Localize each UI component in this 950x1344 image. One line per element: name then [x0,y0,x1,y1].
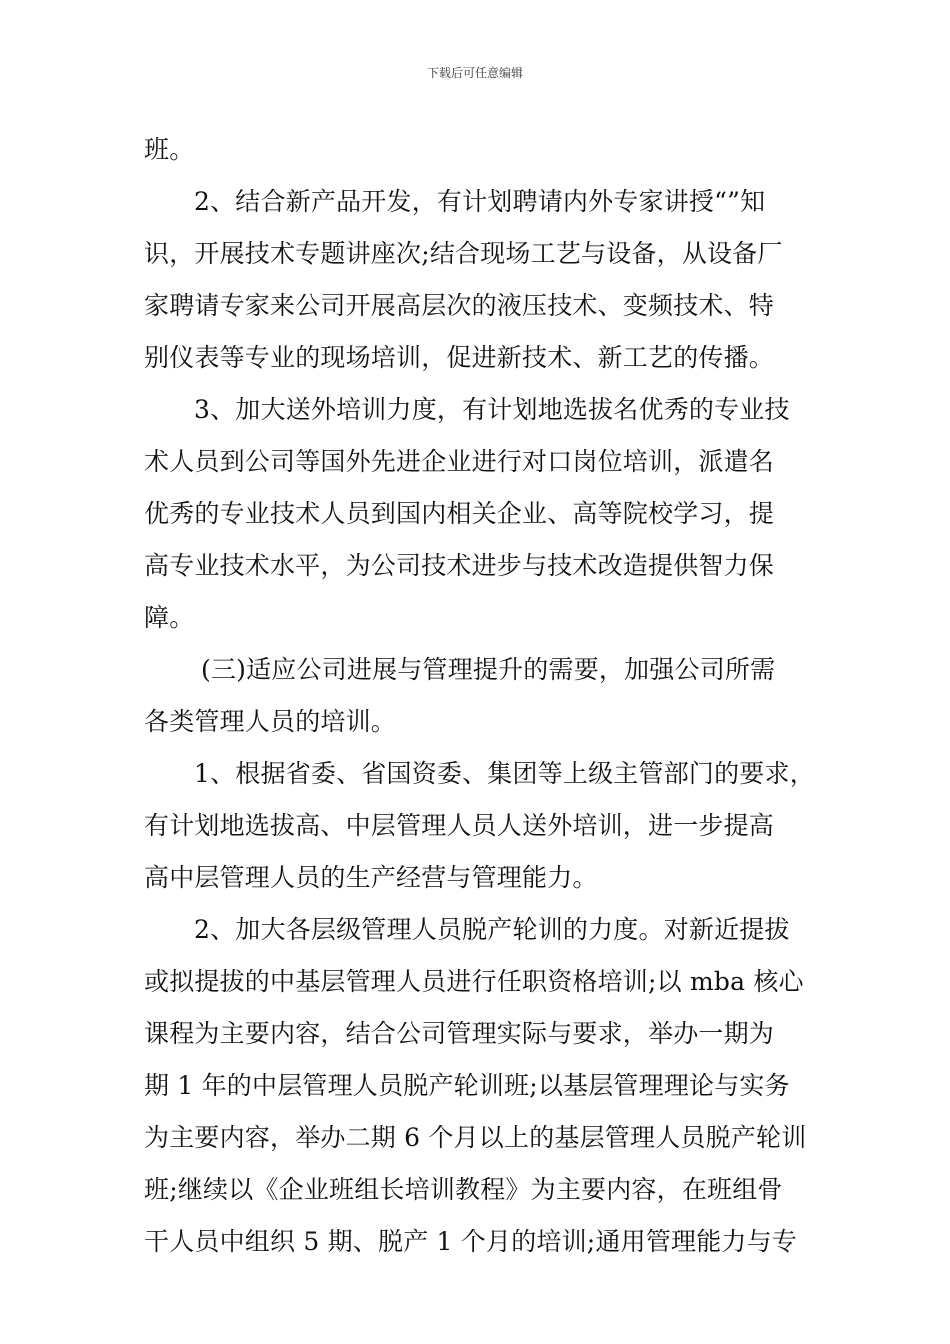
text-line: 期 1 年的中层管理人员脱产轮训班;以基层管理理论与实务 [144,1071,790,1100]
paragraph-start: 2、结合新产品开发，有计划聘请内外专家讲授“”知 [194,187,766,216]
page-header: 下载后可任意编辑 [426,66,523,80]
text-line: 高中层管理人员的生产经营与管理能力。 [144,863,598,892]
text-line: 优秀的专业技术人员到国内相关企业、高等院校学习，提 [144,499,775,528]
text-line: 别仪表等专业的现场培训，促进新技术、新工艺的传播。 [144,343,775,372]
text-line: 为主要内容，举办二期 6 个月以上的基层管理人员脱产轮训 [144,1123,807,1152]
document-body [144,124,815,1268]
text-line: 障。 [144,603,195,632]
section-heading: (三)适应公司进展与管理提升的需要，加强公司所需 [201,655,776,684]
text-line: 或拟提拔的中基层管理人员进行任职资格培训;以 mba 核心 [144,967,804,996]
paragraph-start: 1、根据省委、省国资委、集团等上级主管部门的要求， [194,759,815,788]
text-line: 有计划地选拔高、中层管理人员人送外培训，进一步提高 [144,811,775,840]
text-line: 术人员到公司等国外先进企业进行对口岗位培训，派遣名 [144,447,775,476]
paragraph-start: 2、加大各层级管理人员脱产轮训的力度。对新近提拔 [194,915,790,944]
paragraph-start: 3、加大送外培训力度，有计划地选拔名优秀的专业技 [194,395,790,424]
text-line: 干人员中组织 5 期、脱产 1 个月的培训;通用管理能力与专 [144,1227,798,1256]
text-line: 班;继续以《企业班组长培训教程》为主要内容，在班组骨 [144,1175,783,1204]
text-line: 高专业技术水平，为公司技术进步与技术改造提供智力保 [144,551,775,580]
text-line: 家聘请专家来公司开展高层次的液压技术、变频技术、特 [144,291,775,320]
text-line: 课程为主要内容，结合公司管理实际与要求，举办一期为 [144,1019,775,1048]
text-line: 各类管理人员的培训。 [144,707,397,736]
text-line: 班。 [144,135,195,164]
text-line: 识，开展技术专题讲座次;结合现场工艺与设备，从设备厂 [144,239,783,268]
